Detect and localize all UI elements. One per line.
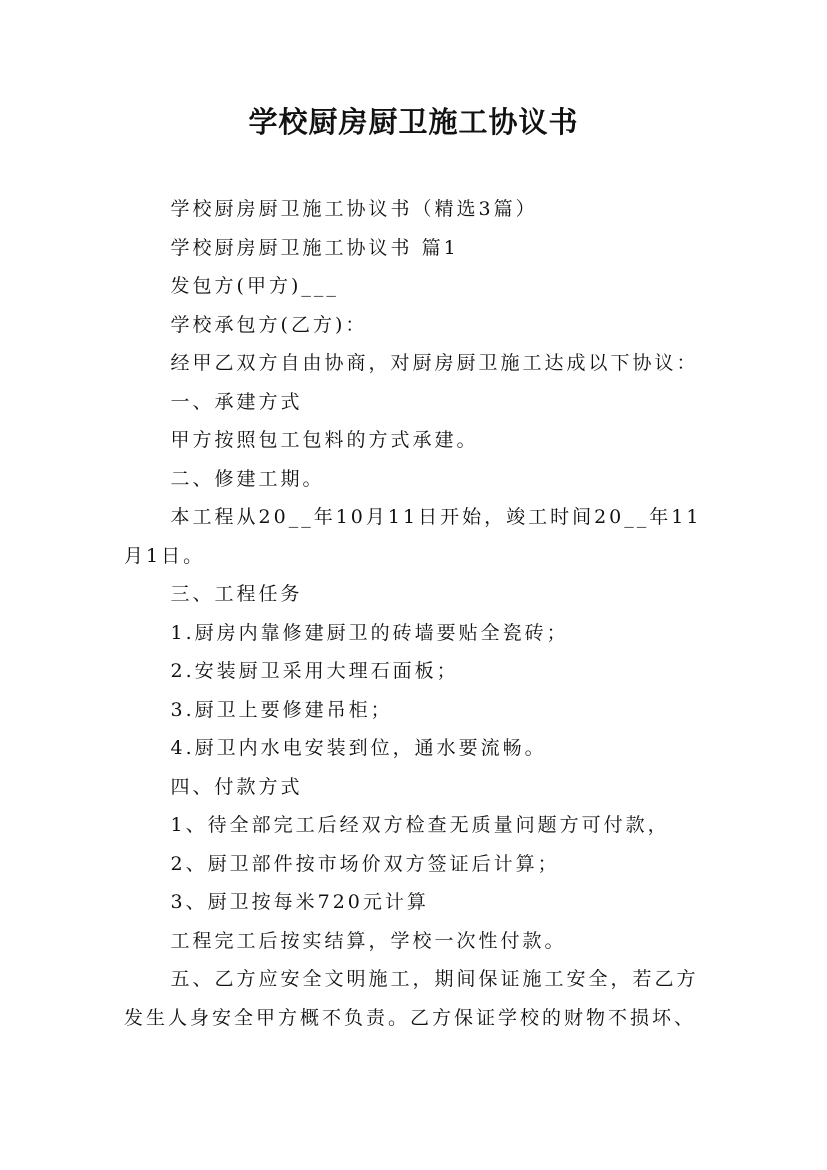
paragraph-settlement: 工程完工后按实结算，学校一次性付款。 [170, 929, 567, 952]
paragraph-party-a: 发包方(甲方)___ [170, 275, 339, 297]
document-title: 学校厨房厨卫施工协议书 [248, 105, 579, 139]
paragraph-task-item: 3.厨卫上要修建吊柜； [170, 698, 393, 721]
paragraph-task-item: 1.厨房内靠修建厨卫的砖墙要贴全瓷砖； [170, 621, 569, 644]
paragraph-subtitle: 学校厨房厨卫施工协议书（精选3篇） [170, 198, 538, 220]
paragraph-schedule: 本工程从20__年10月11日开始，竣工时间20__年11月1日。 [124, 506, 702, 567]
document-body [124, 190, 714, 1037]
paragraph-payment-item: 3、厨卫按每米720元计算 [170, 891, 429, 913]
paragraph-heading-2: 二、修建工期。 [170, 467, 325, 490]
paragraph-intro: 经甲乙双方自由协商，对厨房厨卫施工达成以下协议： [170, 352, 699, 374]
paragraph-payment-item: 2、厨卫部件按市场价双方签证后计算； [170, 852, 560, 875]
paragraph-heading-1: 一、承建方式 [170, 390, 303, 413]
paragraph-text: 甲方按照包工包料的方式承建。 [170, 429, 479, 451]
paragraph-section-heading: 学校厨房厨卫施工协议书 篇1 [170, 236, 459, 259]
paragraph-payment-item: 1、待全部完工后经双方检查无质量问题方可付款， [170, 814, 670, 836]
paragraph-task-item: 4.厨卫内水电安装到位，通水要流畅。 [170, 737, 547, 759]
paragraph-party-b: 学校承包方(乙方)： [170, 313, 368, 336]
paragraph-task-item: 2.安装厨卫采用大理石面板； [170, 660, 459, 682]
paragraph-heading-4: 四、付款方式 [170, 775, 303, 798]
paragraph-heading-3: 三、工程任务 [170, 583, 303, 605]
paragraph-heading-5: 五、乙方应安全文明施工，期间保证施工安全，若乙方发生人身安全甲方概不负责。乙方保证学校的财物不损坏、 [124, 968, 699, 1029]
